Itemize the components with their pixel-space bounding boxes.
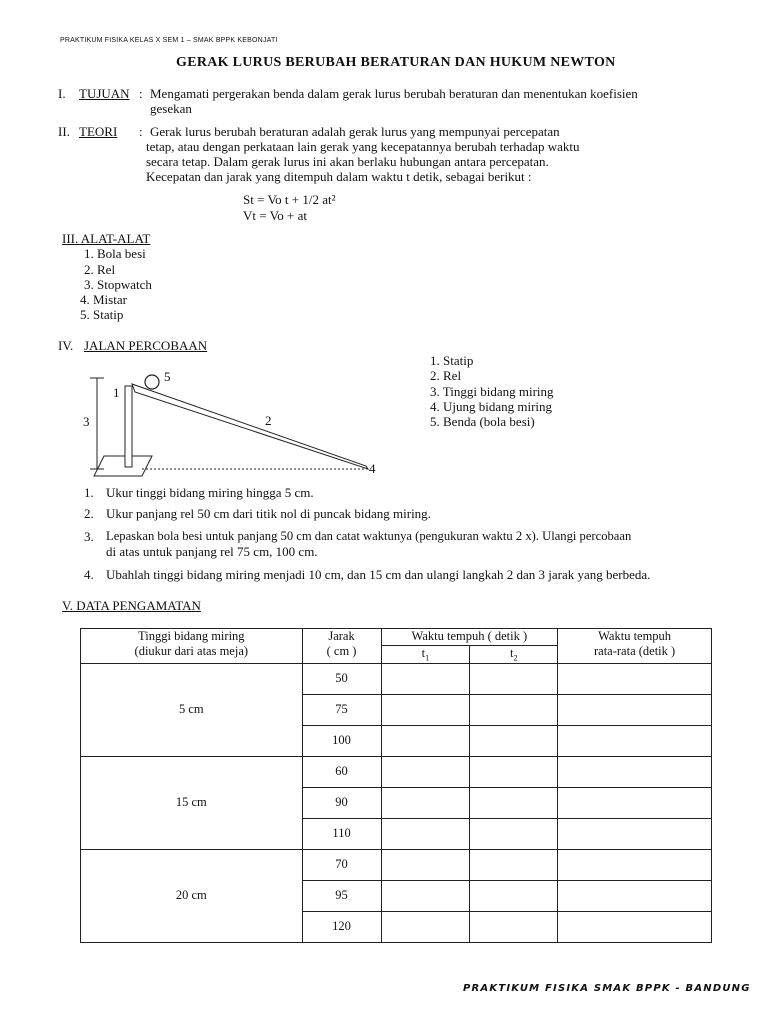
t1-cell[interactable] (381, 663, 470, 694)
t1-cell[interactable] (381, 880, 470, 911)
formula-distance: St = Vo t + 1/2 at² (243, 192, 336, 207)
page-title: GERAK LURUS BERUBAH BERATURAN DAN HUKUM NEWTON (176, 55, 616, 70)
tujuan-line-1: Mengamati pergerakan benda dalam gerak lurus berubah beraturan dan menentukan koefisien (150, 86, 638, 101)
header-height: Tinggi bidang miring (diukur dari atas meja) (81, 629, 303, 664)
tujuan-line-2: gesekan (150, 101, 192, 116)
t1-cell[interactable] (381, 911, 470, 942)
teori-line-2: tetap, atau dengan perkataan lain gerak yang kecepatannya berubah terhadap waktu (146, 139, 580, 154)
distance-cell: 50 (302, 663, 381, 694)
alat-item: 2. Rel (84, 262, 116, 277)
jalan-heading: JALAN PERCOBAAN (84, 338, 208, 353)
t1-cell[interactable] (381, 694, 470, 725)
alat-heading: III. ALAT-ALAT (62, 231, 151, 246)
distance-cell: 60 (302, 756, 381, 787)
t2-cell[interactable] (470, 849, 558, 880)
average-cell[interactable] (558, 756, 712, 787)
step-number: 2. (84, 506, 94, 521)
header-average-time: Waktu tempuh rata-rata (detik ) (558, 629, 712, 664)
header-time: Waktu tempuh ( detik ) (381, 629, 558, 646)
t2-cell[interactable] (470, 880, 558, 911)
t1-cell[interactable] (381, 849, 470, 880)
step-number: 4. (84, 567, 94, 582)
diagram-label-1: 1 (113, 385, 120, 400)
table-row (81, 663, 712, 694)
teori-line-4: Kecepatan dan jarak yang ditempuh dalam waktu t detik, sebagai berikut : (146, 169, 532, 184)
t1-cell[interactable] (381, 756, 470, 787)
teori-colon: : (139, 124, 143, 139)
t2-cell[interactable] (470, 818, 558, 849)
distance-cell: 90 (302, 787, 381, 818)
height-cell: 15 cm (81, 756, 303, 849)
alat-item: 1. Bola besi (84, 246, 146, 261)
diagram-label-5: 5 (164, 369, 171, 384)
step-number: 1. (84, 485, 94, 500)
tujuan-colon: : (139, 86, 143, 101)
legend-item: 5. Benda (bola besi) (430, 414, 535, 429)
step-text: Lepaskan bola besi untuk panjang 50 cm dan catat waktunya (pengukuran waktu 2 x). Ulangi percobaan (106, 529, 632, 543)
distance-cell: 120 (302, 911, 381, 942)
average-cell[interactable] (558, 694, 712, 725)
table-row (81, 849, 712, 880)
step-text: Ukur panjang rel 50 cm dari titik nol di puncak bidang miring. (106, 506, 431, 521)
average-cell[interactable] (558, 787, 712, 818)
teori-number: II. (58, 124, 70, 139)
distance-cell: 110 (302, 818, 381, 849)
average-cell[interactable] (558, 849, 712, 880)
average-cell[interactable] (558, 663, 712, 694)
alat-item: 5. Statip (80, 307, 124, 322)
header-t2: $t_2$ (470, 646, 558, 664)
alat-item: 3. Stopwatch (84, 277, 152, 292)
data-heading: V. DATA PENGAMATAN (62, 598, 201, 613)
header-t1: $t_1$ (381, 646, 470, 664)
tujuan-number: I. (58, 86, 66, 101)
t2-cell[interactable] (470, 787, 558, 818)
diagram-label-3: 3 (83, 414, 90, 429)
height-cell: 20 cm (81, 849, 303, 942)
formula-velocity: Vt = Vo + at (243, 208, 308, 223)
diagram-label-2: 2 (265, 413, 272, 428)
distance-cell: 75 (302, 694, 381, 725)
height-cell: 5 cm (81, 663, 303, 756)
jalan-number: IV. (58, 338, 74, 353)
t2-cell[interactable] (470, 694, 558, 725)
step-text: Ubahlah tinggi bidang miring menjadi 10 cm, dan 15 cm dan ulangi langkah 2 dan 3 jarak yang berbeda. (106, 567, 651, 582)
t2-cell[interactable] (470, 725, 558, 756)
legend-item: 3. Tinggi bidang miring (430, 384, 554, 399)
step-number: 3. (84, 529, 94, 544)
legend-item: 4. Ujung bidang miring (430, 399, 553, 414)
diagram-label-4: 4 (369, 461, 376, 476)
distance-cell: 100 (302, 725, 381, 756)
alat-item: 4. Mistar (80, 292, 127, 307)
t2-cell[interactable] (470, 911, 558, 942)
table-row (81, 756, 712, 787)
page-header: PRAKTIKUM FISIKA KELAS X SEM 1 – SMAK BPPK KEBONJATI (60, 37, 278, 44)
legend-item: 2. Rel (430, 368, 462, 383)
distance-cell: 70 (302, 849, 381, 880)
t2-cell[interactable] (470, 663, 558, 694)
t2-cell[interactable] (470, 756, 558, 787)
inclined-plane-diagram (80, 362, 380, 480)
average-cell[interactable] (558, 725, 712, 756)
legend-item: 1. Statip (430, 353, 474, 368)
teori-line-3: secara tetap. Dalam gerak lurus ini akan berlaku hubungan antara percepatan. (146, 154, 549, 169)
t1-cell[interactable] (381, 818, 470, 849)
header-distance: Jarak ( cm ) (302, 629, 381, 664)
t1-cell[interactable] (381, 725, 470, 756)
average-cell[interactable] (558, 911, 712, 942)
observation-table (80, 628, 712, 943)
teori-line-1: Gerak lurus berubah beraturan adalah gerak lurus yang mempunyai percepatan (150, 124, 560, 139)
page-footer: PRAKTIKUM FISIKA SMAK BPPK - BANDUNG (463, 983, 751, 994)
average-cell[interactable] (558, 880, 712, 911)
step-text-continued: di atas untuk panjang rel 75 cm, 100 cm. (106, 544, 318, 559)
average-cell[interactable] (558, 818, 712, 849)
step-text: Ukur tinggi bidang miring hingga 5 cm. (106, 485, 314, 500)
teori-label: TEORI (79, 124, 118, 139)
tujuan-label: TUJUAN (79, 86, 130, 101)
t1-cell[interactable] (381, 787, 470, 818)
distance-cell: 95 (302, 880, 381, 911)
